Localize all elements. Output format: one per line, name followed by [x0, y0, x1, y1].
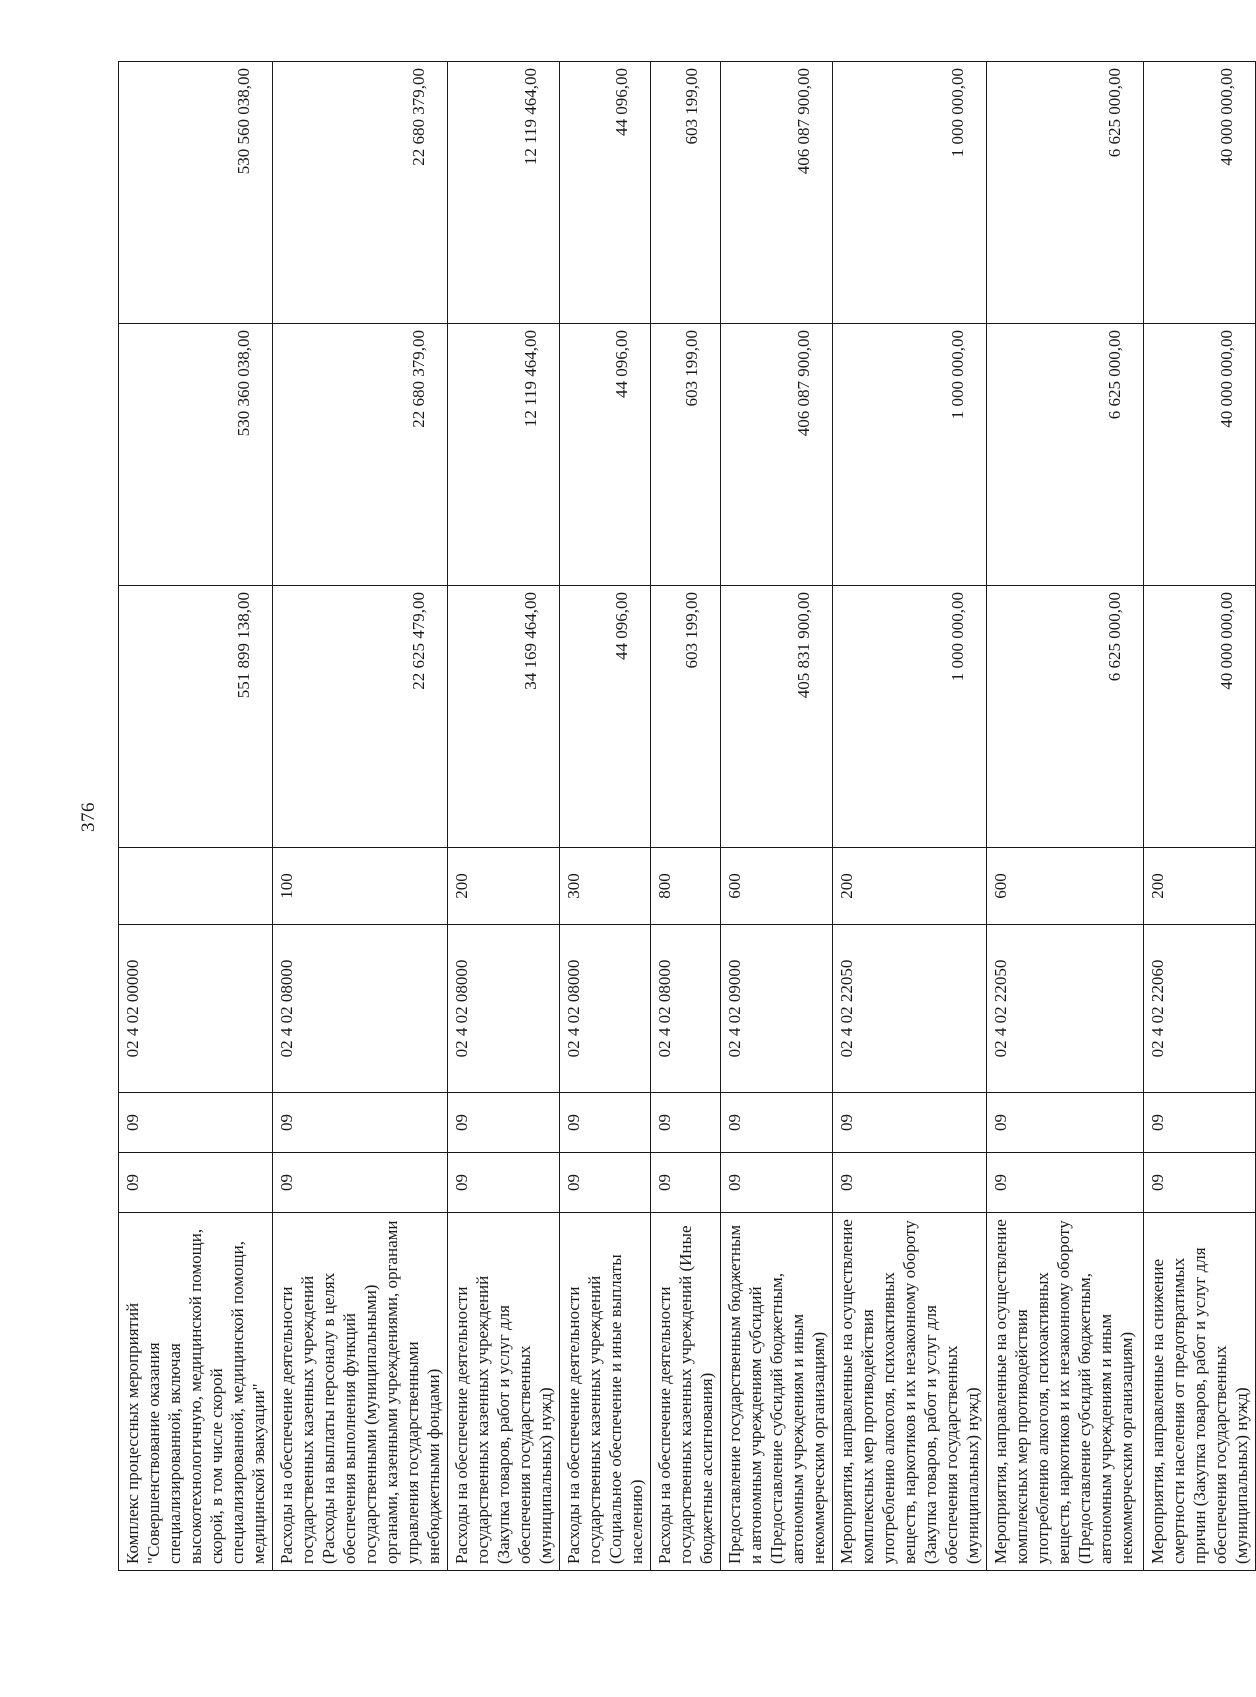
expense-type-code: 200	[1144, 848, 1256, 925]
budget-table-sheet	[118, 62, 1251, 1571]
subsection-code: 09	[721, 1093, 833, 1153]
expense-description: Предоставление государственным бюджетным и автономным учреждениям субсидий (Предоставление субсидий бюджетным, автономным учреждениям и иным некоммерческим организациям)	[721, 1213, 833, 1571]
amount-year-3: 40 000 000,00	[1144, 62, 1256, 324]
table-row	[721, 62, 833, 1571]
section-code: 09	[721, 1153, 833, 1213]
table-row	[651, 62, 721, 1571]
expense-description: Мероприятия, направленные на осуществление комплексных мер противодействия употреблению алкоголя, психоактивных веществ, наркотиков и их незаконному обороту (Закупка товаров, работ и услуг для обеспечения государственных (муниципальных) нужд)	[833, 1213, 987, 1571]
subsection-code: 09	[987, 1093, 1144, 1153]
target-article-code: 02 4 02 09000	[721, 925, 833, 1093]
table-row	[833, 62, 987, 1571]
section-code: 09	[560, 1153, 651, 1213]
expense-type-code: 100	[273, 848, 448, 925]
target-article-code: 02 4 02 22050	[987, 925, 1144, 1093]
budget-table	[118, 61, 1256, 1571]
section-code: 09	[273, 1153, 448, 1213]
page-number: 376	[78, 802, 99, 832]
table-row	[448, 62, 560, 1571]
section-code: 09	[119, 1153, 273, 1213]
amount-year-1: 40 000 000,00	[1144, 586, 1256, 848]
amount-year-3: 603 199,00	[651, 62, 721, 324]
expense-description: Расходы на обеспечение деятельности государственных казенных учреждений (Закупка товаров, работ и услуг для обеспечения государственных (муниципальных) нужд)	[448, 1213, 560, 1571]
subsection-code: 09	[1144, 1093, 1256, 1153]
table-row	[1144, 62, 1256, 1571]
target-article-code: 02 4 02 08000	[448, 925, 560, 1093]
amount-year-3: 44 096,00	[560, 62, 651, 324]
section-code: 09	[448, 1153, 560, 1213]
section-code: 09	[833, 1153, 987, 1213]
expense-type-code: 200	[448, 848, 560, 925]
subsection-code: 09	[119, 1093, 273, 1153]
expense-description: Расходы на обеспечение деятельности государственных казенных учреждений (Иные бюджетные ассигнования)	[651, 1213, 721, 1571]
amount-year-1: 34 169 464,00	[448, 586, 560, 848]
amount-year-3: 22 680 379,00	[273, 62, 448, 324]
amount-year-3: 406 087 900,00	[721, 62, 833, 324]
amount-year-1: 44 096,00	[560, 586, 651, 848]
expense-description: Расходы на обеспечение деятельности государственных казенных учреждений (Социальное обеспечение и иные выплаты населению)	[560, 1213, 651, 1571]
amount-year-1: 1 000 000,00	[833, 586, 987, 848]
amount-year-2: 22 680 379,00	[273, 324, 448, 586]
amount-year-2: 44 096,00	[560, 324, 651, 586]
amount-year-3: 1 000 000,00	[833, 62, 987, 324]
target-article-code: 02 4 02 22060	[1144, 925, 1256, 1093]
expense-type-code: 600	[987, 848, 1144, 925]
amount-year-3: 12 119 464,00	[448, 62, 560, 324]
amount-year-2: 40 000 000,00	[1144, 324, 1256, 586]
expense-type-code	[119, 848, 273, 925]
target-article-code: 02 4 02 08000	[560, 925, 651, 1093]
amount-year-2: 530 360 038,00	[119, 324, 273, 586]
subsection-code: 09	[273, 1093, 448, 1153]
expense-type-code: 300	[560, 848, 651, 925]
amount-year-3: 6 625 000,00	[987, 62, 1144, 324]
subsection-code: 09	[560, 1093, 651, 1153]
expense-type-code: 600	[721, 848, 833, 925]
target-article-code: 02 4 02 00000	[119, 925, 273, 1093]
target-article-code: 02 4 02 22050	[833, 925, 987, 1093]
section-code: 09	[651, 1153, 721, 1213]
amount-year-1: 405 831 900,00	[721, 586, 833, 848]
amount-year-1: 6 625 000,00	[987, 586, 1144, 848]
table-row	[987, 62, 1144, 1571]
target-article-code: 02 4 02 08000	[651, 925, 721, 1093]
expense-type-code: 800	[651, 848, 721, 925]
table-row	[119, 62, 273, 1571]
subsection-code: 09	[651, 1093, 721, 1153]
section-code: 09	[1144, 1153, 1256, 1213]
table-row	[560, 62, 651, 1571]
expense-type-code: 200	[833, 848, 987, 925]
amount-year-2: 6 625 000,00	[987, 324, 1144, 586]
amount-year-2: 406 087 900,00	[721, 324, 833, 586]
target-article-code: 02 4 02 08000	[273, 925, 448, 1093]
amount-year-2: 603 199,00	[651, 324, 721, 586]
amount-year-2: 1 000 000,00	[833, 324, 987, 586]
expense-description: Расходы на обеспечение деятельности государственных казенных учреждений (Расходы на выплаты персоналу в целях обеспечения выполнения функций государственными (муниципальными) органами, казенными учреждениями, органами управления государственными внебюджетными фондами)	[273, 1213, 448, 1571]
amount-year-1: 551 899 138,00	[119, 586, 273, 848]
section-code: 09	[987, 1153, 1144, 1213]
expense-description: Мероприятия, направленные на осуществление комплексных мер противодействия употреблению алкоголя, психоактивных веществ, наркотиков и их незаконному обороту (Предоставление субсидий бюджетным, автономным учреждениям и иным некоммерческим организациям)	[987, 1213, 1144, 1571]
amount-year-3: 530 560 038,00	[119, 62, 273, 324]
table-row	[273, 62, 448, 1571]
budget-table-body	[119, 62, 1256, 1571]
amount-year-2: 12 119 464,00	[448, 324, 560, 586]
expense-description: Мероприятия, направленные на снижение смертности населения от предотвратимых причин (Закупка товаров, работ и услуг для обеспечения государственных (муниципальных) нужд)	[1144, 1213, 1256, 1571]
expense-description: Комплекс процессных мероприятий "Совершенствование оказания специализированной, включая высокотехнологичную, медицинской помощи, скорой, в том числе скорой специализированной, медицинской помощи, медицинской эвакуации"	[119, 1213, 273, 1571]
amount-year-1: 22 625 479,00	[273, 586, 448, 848]
subsection-code: 09	[833, 1093, 987, 1153]
subsection-code: 09	[448, 1093, 560, 1153]
amount-year-1: 603 199,00	[651, 586, 721, 848]
